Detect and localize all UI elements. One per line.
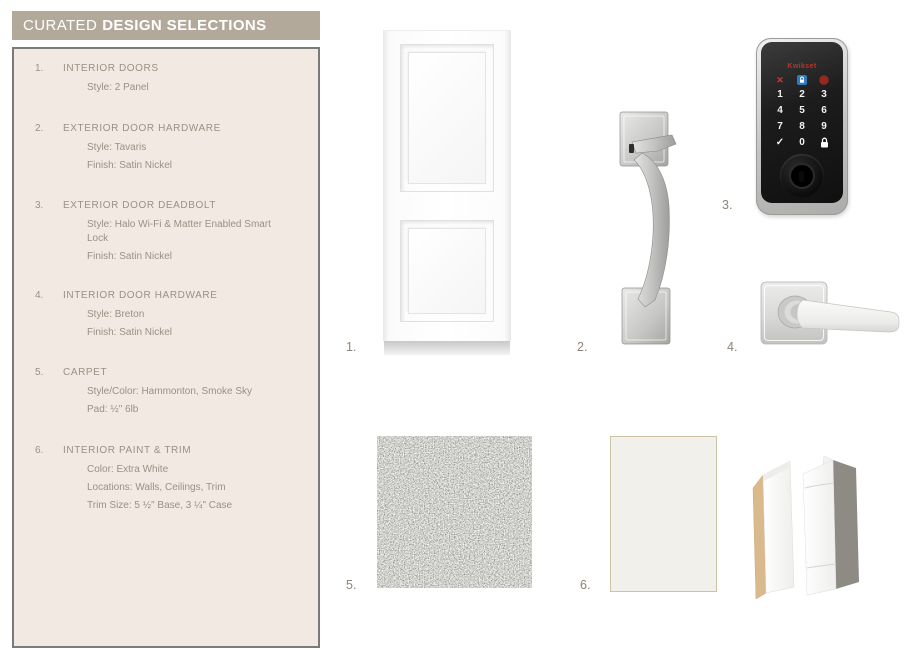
page-title-curated: CURATED xyxy=(23,17,98,34)
selection-item-5 xyxy=(35,367,310,421)
door-image xyxy=(383,30,511,341)
trim-image xyxy=(748,444,906,602)
selection-number: 5. xyxy=(35,367,44,378)
selection-title: EXTERIOR DOOR DEADBOLT xyxy=(63,200,217,211)
door-bottom-panel xyxy=(400,220,494,322)
keypad-key: 8 xyxy=(799,120,805,132)
kwikset-brand-label: Kwikset xyxy=(787,63,817,70)
selection-detail: Trim Size: 5 ½" Base, 3 ¼" Case xyxy=(87,500,233,511)
selection-title: INTERIOR DOOR HARDWARE xyxy=(63,290,218,301)
figure-label-door: 1. xyxy=(346,340,357,354)
selection-title: EXTERIOR DOOR HARDWARE xyxy=(63,123,221,134)
keypad-key: 3 xyxy=(821,88,827,100)
keypad-key: 4 xyxy=(777,104,783,116)
deadbolt-image xyxy=(756,38,848,215)
figure-label-handleset: 2. xyxy=(577,340,588,354)
selection-title: INTERIOR DOORS xyxy=(63,63,159,74)
selections-panel xyxy=(12,47,320,648)
selection-detail: Style: Halo Wi-Fi & Matter Enabled Smart Lock xyxy=(87,219,271,244)
check-key: ✓ xyxy=(775,136,785,148)
selection-item-4 xyxy=(35,290,310,344)
header-bar xyxy=(12,11,320,40)
x-status-icon: ✕ xyxy=(776,74,784,85)
carpet-swatch xyxy=(377,436,532,588)
keypad-key: 2 xyxy=(799,88,805,100)
selection-detail: Finish: Satin Nickel xyxy=(87,327,173,338)
selection-number: 6. xyxy=(35,445,44,456)
figure-label-lever: 4. xyxy=(727,340,738,354)
selection-detail: Pad: ½" 6lb xyxy=(87,404,139,415)
lock-key-icon xyxy=(813,134,835,150)
trim-shadow-side xyxy=(833,460,859,589)
deadbolt-keypad xyxy=(769,86,835,150)
selection-number: 2. xyxy=(35,123,44,134)
figure-label-deadbolt: 3. xyxy=(722,198,733,212)
keypad-key: 5 xyxy=(799,104,805,116)
selection-detail: Finish: Satin Nickel xyxy=(87,160,173,171)
lever-image xyxy=(745,274,905,350)
lock-status-icon xyxy=(797,75,807,85)
selection-item-6 xyxy=(35,445,310,517)
alert-status-icon xyxy=(819,75,829,85)
selection-detail: Color: Extra White xyxy=(87,464,169,475)
selection-title: CARPET xyxy=(63,367,108,378)
page-title-design-selections: DESIGN SELECTIONS xyxy=(102,17,267,34)
selection-detail: Locations: Walls, Ceilings, Trim xyxy=(87,482,226,493)
selection-item-2 xyxy=(35,123,310,177)
selection-number: 3. xyxy=(35,200,44,211)
selection-number: 4. xyxy=(35,290,44,301)
selection-detail: Style/Color: Hammonton, Smoke Sky xyxy=(87,386,253,397)
zero-key: 0 xyxy=(799,136,805,148)
selection-item-3 xyxy=(35,200,310,268)
selection-detail: Finish: Satin Nickel xyxy=(87,251,173,262)
keypad-key: 9 xyxy=(821,120,827,132)
selection-detail: Style: Breton xyxy=(87,309,145,320)
figure-label-paint: 6. xyxy=(580,578,591,592)
keypad-key: 1 xyxy=(777,88,783,100)
selection-item-1 xyxy=(35,63,310,99)
selection-detail: Style: 2 Panel xyxy=(87,82,149,93)
keyhole xyxy=(780,154,824,198)
selection-number: 1. xyxy=(35,63,44,74)
selection-title: INTERIOR PAINT & TRIM xyxy=(63,445,192,456)
keypad-key: 7 xyxy=(777,120,783,132)
selection-detail: Style: Tavaris xyxy=(87,142,147,153)
figure-label-carpet: 5. xyxy=(346,578,357,592)
keypad-key: 6 xyxy=(821,104,827,116)
handleset-image xyxy=(612,106,694,350)
door-top-panel xyxy=(400,44,494,192)
paint-swatch xyxy=(610,436,717,592)
